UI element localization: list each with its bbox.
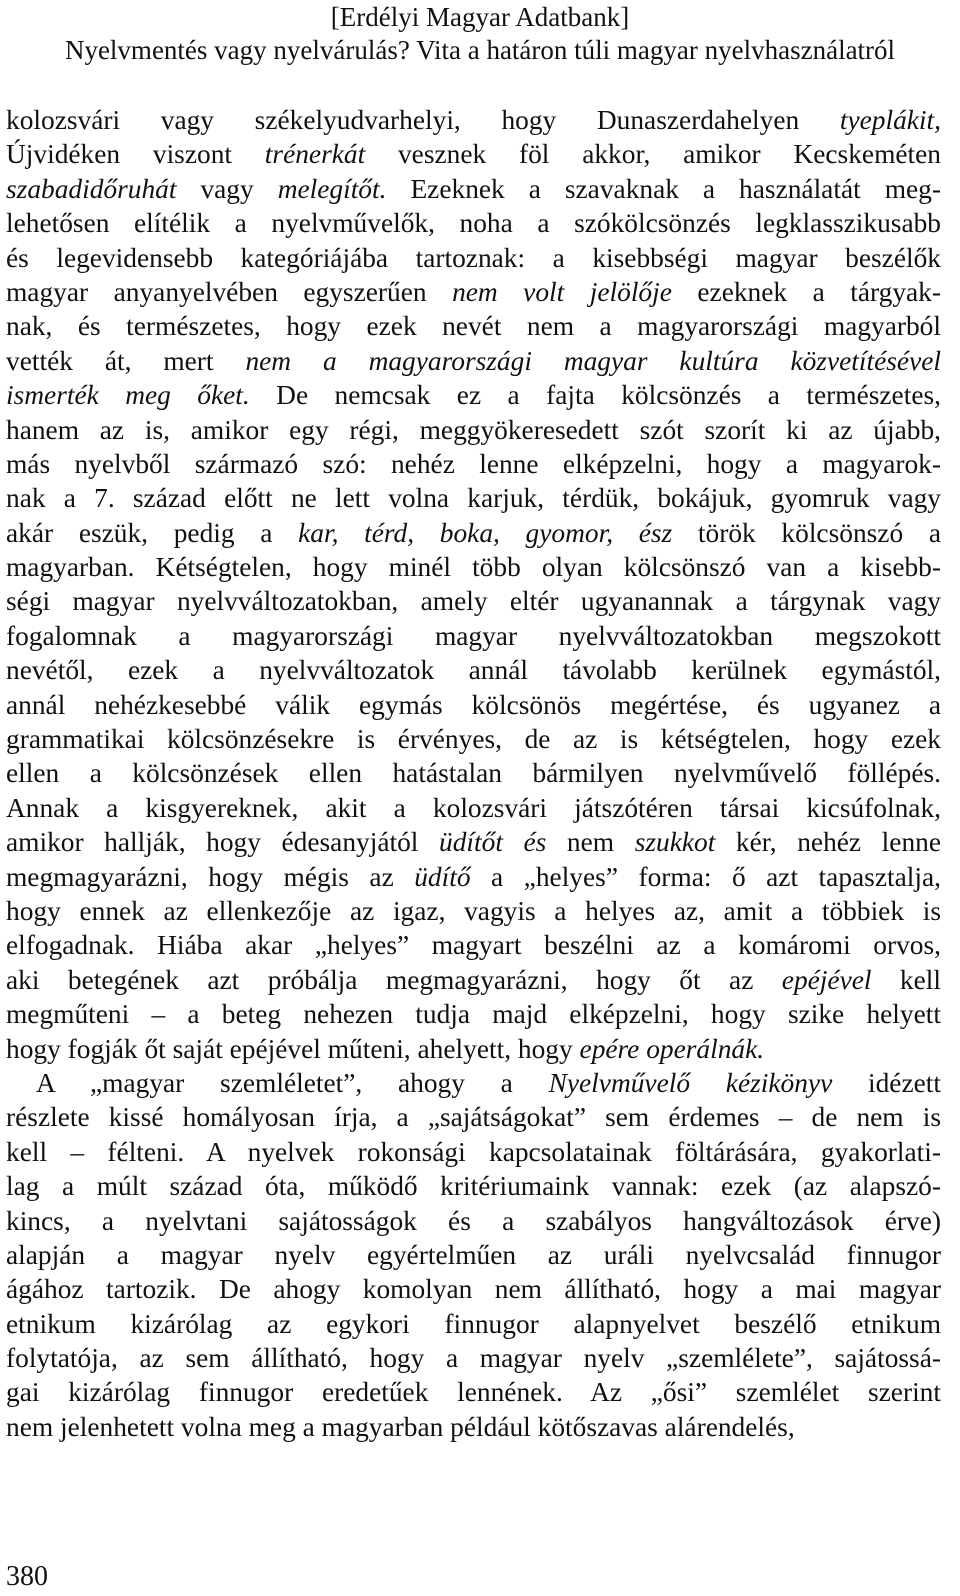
text-line	[6, 722, 941, 756]
italic-text: ismerték meg őket.	[6, 380, 250, 411]
text-run: megműteni – a beteg nehezen tudja majd elképzelni, hogy szike helyett	[6, 999, 941, 1030]
text-run: ágához tartozik. De ahogy komolyan nem állítható, hogy a mai magyar	[6, 1274, 941, 1305]
text-run: fogalomnak a magyarországi magyar nyelvváltozatokban megszokott	[6, 620, 941, 651]
text-run: ségi magyar nyelvváltozatokban, amely eltér ugyanannak a tárgynak vagy	[6, 586, 941, 617]
text-run: és legevidensebb kategóriájába tartoznak: a kisebbségi magyar beszélők	[6, 242, 941, 273]
italic-text: epéjével	[781, 964, 872, 995]
text-line	[6, 1341, 941, 1375]
text-run: elfogadnak. Hiába akar „helyes” magyart beszélni az a komáromi orvos,	[6, 930, 941, 961]
italic-text: szukkot	[634, 827, 716, 858]
text-line	[6, 1307, 941, 1341]
text-run: nem	[546, 827, 635, 858]
text-line	[6, 550, 941, 584]
text-line	[6, 344, 941, 378]
text-line	[6, 206, 941, 240]
page-header	[0, 0, 960, 67]
text-run: kell – félteni. A nyelvek rokonsági kapcsolatainak föltárására, gyakorlati-	[6, 1136, 941, 1167]
text-line	[6, 516, 941, 550]
text-line	[6, 1410, 941, 1444]
text-line	[6, 894, 941, 928]
text-run: részlete kissé homályosan írja, a „sajátságokat” sem érdemes – de nem is	[6, 1102, 941, 1133]
text-run: a „helyes” forma: ő azt tapasztalja,	[470, 861, 941, 892]
text-line	[6, 378, 941, 412]
text-run: hogy fogják őt saját epéjével műteni, ahelyett, hogy	[6, 1033, 580, 1064]
text-line	[6, 481, 941, 515]
italic-text: nem a magyarországi magyar kultúra közvetítésével	[245, 345, 941, 376]
text-line	[6, 1169, 941, 1203]
text-line	[6, 791, 941, 825]
text-run: lehetősen elítélik a nyelvművelők, noha a szókölcsönzés legklasszikusabb	[6, 208, 941, 239]
italic-text: üdítő	[414, 861, 471, 892]
text-line	[6, 172, 941, 206]
text-run: etnikum kizárólag az egykori finnugor alapnyelvet beszélő etnikum	[6, 1308, 941, 1339]
text-run: Újvidéken viszont	[6, 139, 265, 170]
text-line	[6, 1135, 941, 1169]
source-title: [Erdélyi Magyar Adatbank]	[330, 2, 630, 32]
text-run: lag a múlt század óta, működő kritériumaink vannak: ezek (az alapszó-	[6, 1171, 941, 1202]
text-line	[6, 928, 941, 962]
text-run: vagy	[176, 173, 278, 204]
text-run: gai kizárólag finnugor eredetűek lennének. Az „ősi” szemlélet szerint	[6, 1377, 941, 1408]
text-run: kér, nehéz lenne	[715, 827, 941, 858]
text-run: ellen a kölcsönzések ellen hatástalan bármilyen nyelvművelő föllépés.	[6, 758, 941, 789]
italic-text: melegítőt.	[277, 173, 387, 204]
text-run: vesznek föl akkor, amikor Kecskeméten	[365, 139, 941, 170]
text-run: De nemcsak ez a fajta kölcsönzés a természetes,	[249, 380, 941, 411]
text-run: más nyelvből származó szó: nehéz lenne elképzelni, hogy a magyarok-	[6, 448, 941, 479]
italic-text: Nyelvművelő kézikönyv	[548, 1067, 833, 1098]
text-line	[6, 447, 941, 481]
text-run: nak, és természetes, hogy ezek nevét nem a magyarországi magyarból	[6, 311, 941, 342]
text-line	[6, 1032, 941, 1066]
text-line	[6, 825, 941, 859]
text-run: akár eszük, pedig a	[6, 517, 299, 548]
text-run: nem jelenhetett volna meg a magyarban például kötőszavas alárendelés,	[6, 1411, 795, 1442]
text-run: Ezeknek a szavaknak a használatát meg-	[386, 173, 941, 204]
text-line	[6, 997, 941, 1031]
italic-text: üdítőt és	[439, 827, 547, 858]
italic-text: kar, térd, boka, gyomor, ész	[298, 517, 673, 548]
text-run: grammatikai kölcsönzésekre is érvényes, de az is kétségtelen, hogy ezek	[6, 724, 941, 755]
text-run: hogy ennek az ellenkezője az igaz, vagyis a helyes az, amit a többiek is	[6, 895, 941, 926]
text-run: magyarban. Kétségtelen, hogy minél több olyan kölcsönszó van a kisebb-	[6, 552, 941, 583]
text-line	[6, 1100, 941, 1134]
text-line	[6, 1375, 941, 1409]
italic-text: nem volt jelölője	[452, 276, 672, 307]
text-run: megmagyarázni, hogy mégis az	[6, 861, 415, 892]
text-run: hanem az is, amikor egy régi, meggyökeresedett szót szorít ki az újabb,	[6, 414, 941, 445]
text-run: alapján a magyar nyelv egyértelműen az uráli nyelvcsalád finnugor	[6, 1239, 941, 1270]
text-run: kincs, a nyelvtani sajátosságok és a szabályos hangváltozások érve)	[6, 1205, 941, 1236]
text-line	[6, 1272, 941, 1306]
text-run: nak a 7. század előtt ne lett volna karjuk, térdük, bokájuk, gyomruk vagy	[6, 483, 941, 514]
text-line	[6, 241, 941, 275]
text-run: aki betegének azt próbálja megmagyarázni, hogy őt az	[6, 964, 782, 995]
text-run: Annak a kisgyereknek, akit a kolozsvári játszótéren társai kicsúfolnak,	[6, 792, 941, 823]
italic-text: tyeplákit,	[839, 105, 941, 135]
text-run: annál nehézkesebbé válik egymás kölcsönös megértése, és ugyanez a	[6, 689, 941, 720]
text-run: vették át, mert	[6, 345, 246, 376]
text-run: amikor hallják, hogy édesanyjától	[6, 827, 440, 858]
text-line	[6, 756, 941, 790]
text-run: idézett	[832, 1067, 941, 1098]
text-line	[6, 584, 941, 618]
body-text	[6, 103, 941, 1444]
text-line	[6, 653, 941, 687]
text-run: török kölcsönszó a	[672, 517, 941, 548]
text-line	[6, 963, 941, 997]
text-run: A „magyar szemléletet”, ahogy a	[36, 1067, 549, 1098]
italic-text: epére operálnák.	[579, 1033, 765, 1064]
text-run: folytatója, az sem állítható, hogy a magyar nyelv „szemlélete”, sajátossá-	[6, 1343, 941, 1374]
text-line	[6, 1066, 941, 1100]
text-run: nevétől, ezek a nyelvváltozatok annál távolabb kerülnek egymástól,	[6, 655, 941, 686]
italic-text: trénerkát	[264, 139, 366, 170]
page-number: 380	[6, 1561, 48, 1592]
text-run: magyar anyanyelvében egyszerűen	[6, 276, 453, 307]
text-line	[6, 309, 941, 343]
text-line	[6, 1204, 941, 1238]
text-line	[6, 688, 941, 722]
text-line	[6, 275, 941, 309]
text-line	[6, 1238, 941, 1272]
text-run: ezeknek a tárgyak-	[671, 276, 941, 307]
text-line	[6, 103, 941, 137]
text-line	[6, 619, 941, 653]
text-line	[6, 413, 941, 447]
text-run: kolozsvári vagy székelyudvarhelyi, hogy Dunaszerdahelyen	[6, 105, 840, 135]
document-title: Nyelvmentés vagy nyelvárulás? Vita a határon túli magyar nyelvhasználatról	[64, 35, 896, 65]
text-run: kell	[871, 964, 942, 995]
text-line	[6, 860, 941, 894]
italic-text: szabadidőruhát	[6, 173, 177, 204]
text-line	[6, 137, 941, 171]
